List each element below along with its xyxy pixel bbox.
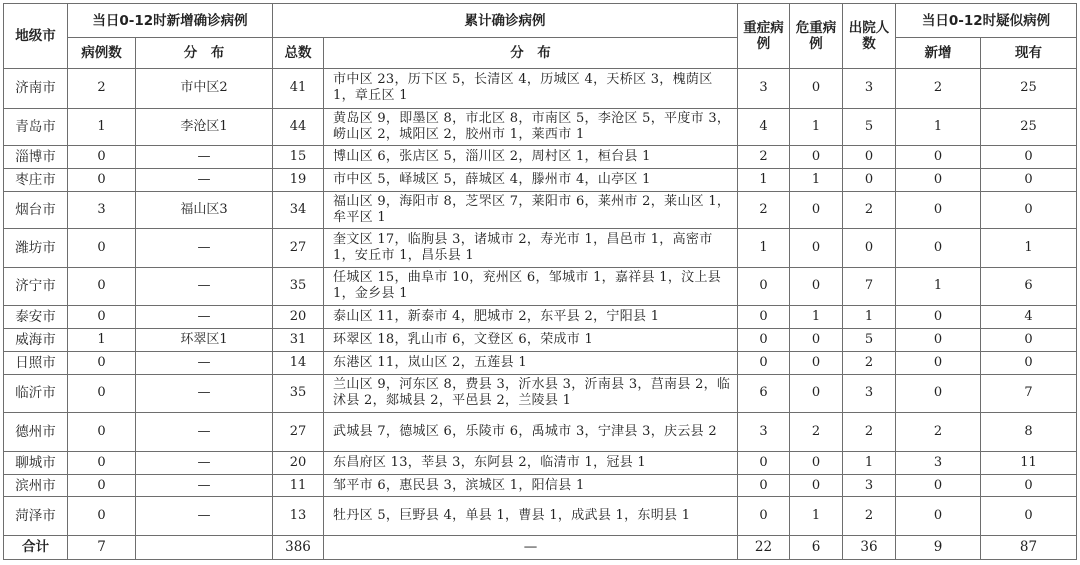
severe-cell: 0: [738, 328, 790, 351]
city-cell: 济宁市: [4, 267, 68, 305]
critical-cell: 1: [790, 108, 843, 145]
suspect-new-cell: 0: [896, 351, 981, 374]
table-row: [4, 69, 1077, 109]
discharged-cell: 1: [843, 451, 896, 474]
severe-cell: 0: [738, 351, 790, 374]
critical-cell: 1: [790, 168, 843, 191]
critical-cell: 0: [790, 328, 843, 351]
table-row: [4, 351, 1077, 374]
table-row: [4, 108, 1077, 145]
suspect-new-cell: 3: [896, 451, 981, 474]
table-row: [4, 145, 1077, 168]
suspect-current-cell: 0: [981, 474, 1077, 497]
suspect-current-cell: 8: [981, 413, 1077, 451]
new-distribution-cell: —: [136, 497, 273, 535]
new-count-cell: 0: [68, 413, 136, 451]
discharged-cell: 0: [843, 229, 896, 267]
new-count-cell: 2: [68, 69, 136, 109]
cumulative-distribution-cell: 东港区 11，岚山区 2，五莲县 1: [324, 351, 738, 374]
new-count-cell: 0: [68, 474, 136, 497]
discharged-cell: 1: [843, 306, 896, 329]
discharged-cell: 5: [843, 108, 896, 145]
cumulative-distribution-cell: 市中区 23，历下区 5，长清区 4，历城区 4，天桥区 3，槐荫区 1，章丘区 1: [324, 69, 738, 109]
new-distribution-cell: —: [136, 168, 273, 191]
discharged-cell: 7: [843, 267, 896, 305]
table-row: [4, 328, 1077, 351]
header-critical: 危重病例: [790, 4, 843, 69]
city-cell: 聊城市: [4, 451, 68, 474]
new-distribution-cell: —: [136, 413, 273, 451]
city-cell: 潍坊市: [4, 229, 68, 267]
suspect-new-cell: 0: [896, 497, 981, 535]
cumulative-total-cell: 19: [273, 168, 324, 191]
suspect-new-cell: 0: [896, 474, 981, 497]
new-distribution-cell: —: [136, 267, 273, 305]
critical-cell: 0: [790, 69, 843, 109]
suspect-new-cell: 1: [896, 267, 981, 305]
discharged-cell: 5: [843, 328, 896, 351]
cumulative-total-cell: 31: [273, 328, 324, 351]
city-cell: 青岛市: [4, 108, 68, 145]
header-city: 地级市: [4, 4, 68, 69]
suspect-current-cell: 11: [981, 451, 1077, 474]
suspect-current-cell: 4: [981, 306, 1077, 329]
header-suspect-new: 新增: [896, 38, 981, 69]
city-cell: 临沂市: [4, 374, 68, 412]
table-row: [4, 413, 1077, 451]
cumulative-distribution-cell: 黄岛区 9，即墨区 8，市北区 8，市南区 5，李沧区 5，平度市 3，崂山区 2，城阳区 2，胶州市 1，莱西市 1: [324, 108, 738, 145]
suspect-current-cell: 0: [981, 145, 1077, 168]
suspect-current-cell: 6: [981, 267, 1077, 305]
cumulative-total-cell: 35: [273, 267, 324, 305]
city-cell: 烟台市: [4, 191, 68, 228]
discharged-cell: 2: [843, 351, 896, 374]
severe-cell: 3: [738, 69, 790, 109]
discharged-cell: 0: [843, 145, 896, 168]
table-row: [4, 374, 1077, 412]
city-cell: 日照市: [4, 351, 68, 374]
total-cumulative-distribution: —: [324, 535, 738, 559]
severe-cell: 1: [738, 168, 790, 191]
critical-cell: 0: [790, 474, 843, 497]
cumulative-total-cell: 15: [273, 145, 324, 168]
suspect-current-cell: 0: [981, 351, 1077, 374]
city-cell: 德州市: [4, 413, 68, 451]
suspect-new-cell: 0: [896, 328, 981, 351]
total-discharged: 36: [843, 535, 896, 559]
cumulative-total-cell: 41: [273, 69, 324, 109]
suspect-current-cell: 0: [981, 191, 1077, 228]
new-count-cell: 0: [68, 451, 136, 474]
new-distribution-cell: 李沧区1: [136, 108, 273, 145]
cumulative-distribution-cell: 市中区 5，峄城区 5，薛城区 4，滕州市 4，山亭区 1: [324, 168, 738, 191]
table-row: [4, 451, 1077, 474]
city-cell: 枣庄市: [4, 168, 68, 191]
total-suspect-new: 9: [896, 535, 981, 559]
total-new-count: 7: [68, 535, 136, 559]
critical-cell: 1: [790, 497, 843, 535]
new-distribution-cell: —: [136, 351, 273, 374]
suspect-current-cell: 7: [981, 374, 1077, 412]
cumulative-total-cell: 27: [273, 229, 324, 267]
critical-cell: 0: [790, 191, 843, 228]
city-cell: 淄博市: [4, 145, 68, 168]
suspect-new-cell: 2: [896, 413, 981, 451]
discharged-cell: 2: [843, 191, 896, 228]
header-new-count: 病例数: [68, 38, 136, 69]
severe-cell: 4: [738, 108, 790, 145]
critical-cell: 2: [790, 413, 843, 451]
cumulative-total-cell: 11: [273, 474, 324, 497]
discharged-cell: 0: [843, 168, 896, 191]
suspect-new-cell: 2: [896, 69, 981, 109]
header-row-2: [4, 38, 1077, 69]
suspect-current-cell: 0: [981, 168, 1077, 191]
new-distribution-cell: —: [136, 451, 273, 474]
critical-cell: 0: [790, 145, 843, 168]
new-count-cell: 0: [68, 267, 136, 305]
suspect-current-cell: 1: [981, 229, 1077, 267]
new-distribution-cell: 环翠区1: [136, 328, 273, 351]
new-count-cell: 0: [68, 351, 136, 374]
severe-cell: 2: [738, 191, 790, 228]
new-count-cell: 0: [68, 168, 136, 191]
header-cumulative-total: 总数: [273, 38, 324, 69]
new-distribution-cell: —: [136, 145, 273, 168]
cumulative-distribution-cell: 环翠区 18，乳山市 6，文登区 6，荣成市 1: [324, 328, 738, 351]
city-cell: 滨州市: [4, 474, 68, 497]
severe-cell: 0: [738, 451, 790, 474]
cumulative-distribution-cell: 东昌府区 13，莘县 3，东阿县 2，临清市 1，冠县 1: [324, 451, 738, 474]
new-distribution-cell: —: [136, 374, 273, 412]
discharged-cell: 3: [843, 374, 896, 412]
critical-cell: 0: [790, 267, 843, 305]
cumulative-total-cell: 13: [273, 497, 324, 535]
new-count-cell: 0: [68, 497, 136, 535]
header-cumulative-distribution: 分 布: [324, 38, 738, 69]
header-row-1: [4, 4, 1077, 38]
discharged-cell: 2: [843, 497, 896, 535]
severe-cell: 0: [738, 474, 790, 497]
header-cumulative-group: 累计确诊病例: [273, 4, 738, 38]
new-count-cell: 0: [68, 145, 136, 168]
severe-cell: 2: [738, 145, 790, 168]
header-suspect-current: 现有: [981, 38, 1077, 69]
header-new-distribution: 分 布: [136, 38, 273, 69]
total-severe: 22: [738, 535, 790, 559]
table-row: [4, 474, 1077, 497]
cumulative-distribution-cell: 任城区 15，曲阜市 10，兖州区 6，邹城市 1，嘉祥县 1，汶上县 1，金乡县 1: [324, 267, 738, 305]
total-critical: 6: [790, 535, 843, 559]
critical-cell: 0: [790, 351, 843, 374]
total-label: 合计: [4, 535, 68, 559]
covid-cases-table: [3, 3, 1077, 560]
city-cell: 济南市: [4, 69, 68, 109]
table-body: [4, 69, 1077, 560]
table-row: [4, 191, 1077, 228]
cumulative-distribution-cell: 奎文区 17，临朐县 3，诸城市 2，寿光市 1，昌邑市 1，高密市 1，安丘市 1，昌乐县 1: [324, 229, 738, 267]
suspect-current-cell: 0: [981, 497, 1077, 535]
cumulative-distribution-cell: 博山区 6，张店区 5，淄川区 2，周村区 1，桓台县 1: [324, 145, 738, 168]
cumulative-distribution-cell: 兰山区 9，河东区 8，费县 3，沂水县 3，沂南县 3，莒南县 2，临沭县 2，郯城县 2，平邑县 2，兰陵县 1: [324, 374, 738, 412]
discharged-cell: 3: [843, 69, 896, 109]
table-row: [4, 229, 1077, 267]
total-cumulative: 386: [273, 535, 324, 559]
cumulative-total-cell: 34: [273, 191, 324, 228]
cumulative-total-cell: 27: [273, 413, 324, 451]
suspect-new-cell: 0: [896, 229, 981, 267]
new-distribution-cell: 福山区3: [136, 191, 273, 228]
critical-cell: 0: [790, 374, 843, 412]
header-suspect-group: 当日0-12时疑似病例: [896, 4, 1077, 38]
cumulative-total-cell: 44: [273, 108, 324, 145]
severe-cell: 0: [738, 306, 790, 329]
table-row: [4, 497, 1077, 535]
suspect-new-cell: 0: [896, 168, 981, 191]
header-new-group: 当日0-12时新增确诊病例: [68, 4, 273, 38]
suspect-new-cell: 0: [896, 191, 981, 228]
city-cell: 菏泽市: [4, 497, 68, 535]
new-count-cell: 0: [68, 306, 136, 329]
new-distribution-cell: —: [136, 229, 273, 267]
cumulative-distribution-cell: 武城县 7，德城区 6，乐陵市 6，禹城市 3，宁津县 3，庆云县 2: [324, 413, 738, 451]
cumulative-distribution-cell: 邹平市 6，惠民县 3，滨城区 1，阳信县 1: [324, 474, 738, 497]
suspect-current-cell: 0: [981, 328, 1077, 351]
severe-cell: 1: [738, 229, 790, 267]
new-distribution-cell: —: [136, 474, 273, 497]
new-count-cell: 0: [68, 374, 136, 412]
cumulative-total-cell: 35: [273, 374, 324, 412]
city-cell: 泰安市: [4, 306, 68, 329]
cumulative-total-cell: 14: [273, 351, 324, 374]
new-count-cell: 1: [68, 108, 136, 145]
suspect-current-cell: 25: [981, 69, 1077, 109]
discharged-cell: 2: [843, 413, 896, 451]
critical-cell: 0: [790, 229, 843, 267]
new-distribution-cell: —: [136, 306, 273, 329]
new-count-cell: 3: [68, 191, 136, 228]
cumulative-distribution-cell: 福山区 9，海阳市 8，芝罘区 7，莱阳市 6，莱州市 2，莱山区 1，牟平区 1: [324, 191, 738, 228]
new-distribution-cell: 市中区2: [136, 69, 273, 109]
header-discharged: 出院人数: [843, 4, 896, 69]
suspect-new-cell: 0: [896, 374, 981, 412]
suspect-new-cell: 0: [896, 145, 981, 168]
total-row: [4, 535, 1077, 559]
severe-cell: 6: [738, 374, 790, 412]
new-count-cell: 0: [68, 229, 136, 267]
city-cell: 威海市: [4, 328, 68, 351]
table-row: [4, 168, 1077, 191]
severe-cell: 0: [738, 497, 790, 535]
critical-cell: 0: [790, 451, 843, 474]
suspect-new-cell: 0: [896, 306, 981, 329]
cumulative-distribution-cell: 泰山区 11，新泰市 4，肥城市 2，东平县 2，宁阳县 1: [324, 306, 738, 329]
cumulative-total-cell: 20: [273, 451, 324, 474]
total-new-distribution: [136, 535, 273, 559]
severe-cell: 3: [738, 413, 790, 451]
table-row: [4, 306, 1077, 329]
new-count-cell: 1: [68, 328, 136, 351]
severe-cell: 0: [738, 267, 790, 305]
critical-cell: 1: [790, 306, 843, 329]
cumulative-total-cell: 20: [273, 306, 324, 329]
table-row: [4, 267, 1077, 305]
suspect-current-cell: 25: [981, 108, 1077, 145]
header-severe: 重症病例: [738, 4, 790, 69]
cumulative-distribution-cell: 牡丹区 5，巨野县 4，单县 1，曹县 1，成武县 1，东明县 1: [324, 497, 738, 535]
suspect-new-cell: 1: [896, 108, 981, 145]
total-suspect-current: 87: [981, 535, 1077, 559]
discharged-cell: 3: [843, 474, 896, 497]
